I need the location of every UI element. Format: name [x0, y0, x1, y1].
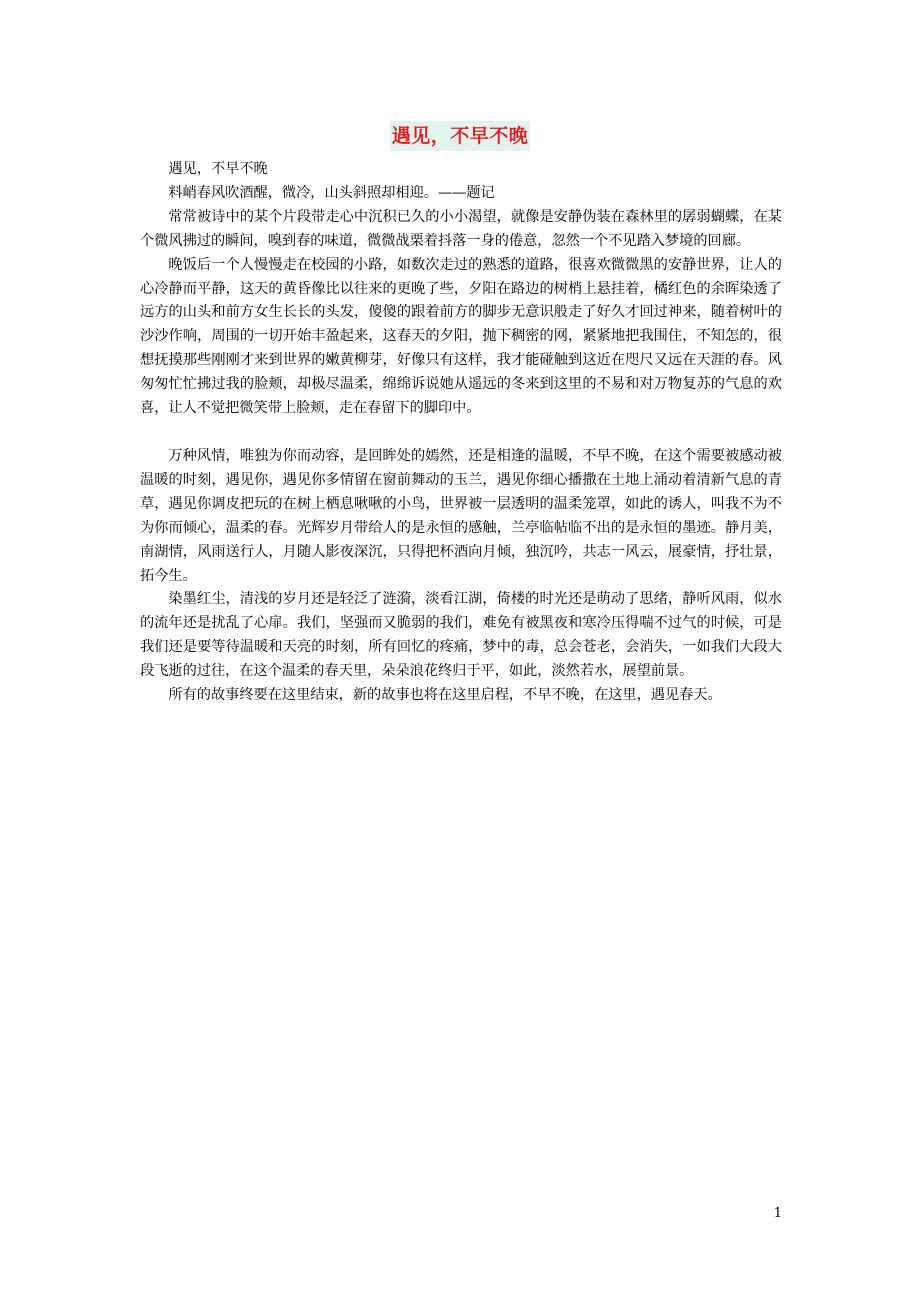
paragraph: 万种风情，唯独为你而动容，是回眸处的嫣然，还是相逢的温暖，不早不晚，在这个需要被感动被温暖的时刻，遇见你，遇见你多情留在窗前舞动的玉兰，遇见你细心播撒在土地上涌动着清新气息的青草，遇见你调皮把玩的在树上栖息啾啾的小鸟，世界被一层透明的温柔笼罩，如此的诱人，叫我不为不为你而倾心，温柔的春。光辉岁月带给人的是永恒的感触，兰亭临帖临不出的是永恒的墨迹。静月美，南湖情，风雨送行人，月随人影夜深沉，只得把杯酒向月倾，独沉吟，共志一风云，展豪情，抒壮景，拓今生。 [140, 447, 782, 584]
title-area [0, 121, 920, 151]
paragraph: 染墨红尘，清浅的岁月还是轻泛了涟漪，淡看江湖，倚楼的时光还是萌动了思绪，静听风雨，似水的流年还是扰乱了心扉。我们，坚强而又脆弱的我们，难免有被黑夜和寒冷压得喘不过气的时候，可是我们还是要等待温暖和天亮的时刻，所有回忆的疼痛，梦中的毒，总会苍老，会消失，一如我们大段大段飞逝的过往，在这个温柔的春天里，朵朵浪花终归于平，如此，淡然若水，展望前景。 [140, 591, 782, 680]
paragraph: 晚饭后一个人慢慢走在校园的小路，如数次走过的熟悉的道路，很喜欢微微黑的安静世界，让人的心冷静而平静，这天的黄昏像比以往来的更晚了些，夕阳在路边的树梢上悬挂着，橘红色的余晖染透了远方的山头和前方女生长长的头发，傻傻的跟着前方的脚步无意识般走了好久才回过神来，随着树叶的沙沙作响，周围的一切开始丰盈起来，这春天的夕阳，抛下稠密的网，紧紧地把我围住，不知怎的，很想抚摸那些刚刚才来到世界的嫩黄柳芽，好像只有这样，我才能碰触到这近在咫尺又远在天涯的春。风匆匆忙忙拂过我的脸颊，却极尽温柔，绵绵诉说她从遥远的冬来到这里的不易和对万物复苏的气息的欢喜，让人不觉把微笑带上脸颊，走在春留下的脚印中。 [140, 256, 782, 417]
paragraph-epigraph: 料峭春风吹酒醒，微冷，山头斜照却相迎。——题记 [168, 184, 495, 201]
page-number: 1 [773, 1206, 782, 1221]
paragraph-subtitle: 遇见，不早不晚 [168, 161, 268, 177]
page-title: 遇见，不早不晚 [390, 121, 531, 151]
paragraph: 常常被诗中的某个片段带走心中沉积已久的小小渴望，就像是安静伪装在森林里的孱弱蝴蝶，在某个微风拂过的瞬间，嗅到春的味道，微微战栗着抖落一身的倦意，忽然一个不见踏入梦境的回廊。 [140, 208, 782, 249]
paragraph: 所有的故事终要在这里结束，新的故事也将在这里启程，不早不晚，在这里，遇见春天。 [168, 687, 722, 704]
article-body [140, 158, 782, 708]
